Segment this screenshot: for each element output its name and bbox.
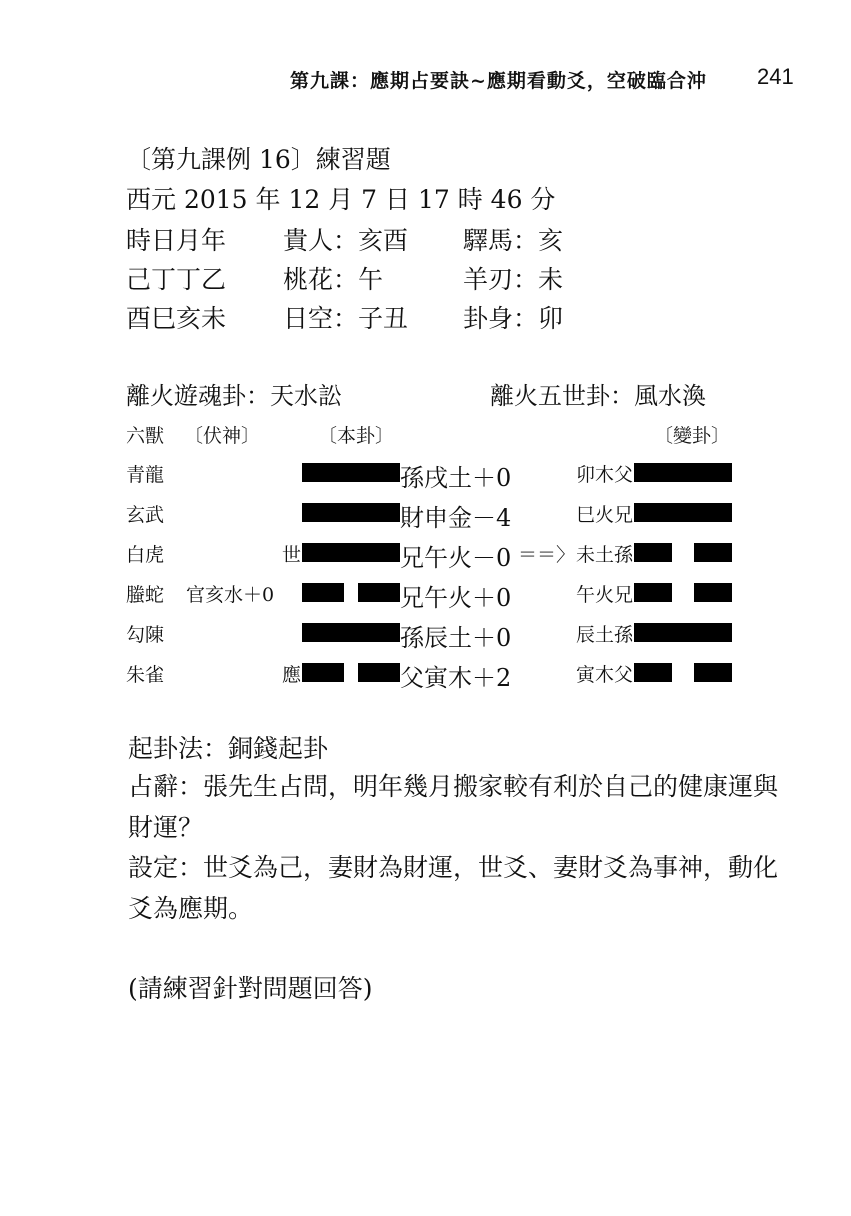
exercise-title: 〔第九課例 16〕練習題 [126, 145, 391, 174]
info-col3-row2: 羊刃：未 [463, 265, 564, 294]
header-hidden-god: 〔伏神〕 [184, 425, 261, 447]
changed-yin-line-right [694, 543, 732, 562]
six-beast-label: 青龍 [126, 464, 165, 486]
info-col3-row3: 卦身：卯 [463, 304, 564, 333]
changed-yin-line-right [694, 663, 732, 682]
shi-ying-mark: 世 [282, 544, 302, 566]
six-beast-label: 螣蛇 [126, 584, 165, 606]
original-yang-line [302, 503, 400, 522]
info-col2-row3: 日空：子丑 [283, 304, 409, 333]
changed-yang-line [634, 503, 732, 522]
setting-line-2: 爻為應期。 [128, 894, 254, 923]
original-hexagram-name: 離火遊魂卦：天水訟 [126, 382, 342, 410]
casting-method: 起卦法：銅錢起卦 [128, 734, 329, 763]
original-yin-line-right [358, 583, 400, 602]
changed-line-text: 卯木父 [576, 464, 634, 486]
info-col1-row2: 己丁丁乙 [126, 265, 227, 294]
six-beast-label: 朱雀 [126, 664, 165, 686]
original-yin-line-right [358, 663, 400, 682]
original-yang-line [302, 623, 400, 642]
six-beast-label: 勾陳 [126, 624, 165, 646]
changed-line-text: 未土孫 [576, 544, 634, 566]
header-changed: 〔變卦〕 [654, 425, 731, 447]
info-col1-row3: 酉巳亥未 [126, 304, 227, 333]
original-line-text: 財申金－4 [400, 504, 512, 532]
header-original: 〔本卦〕 [318, 425, 395, 447]
changed-line-text: 辰土孫 [576, 624, 634, 646]
info-col1-row1: 時日月年 [126, 226, 227, 255]
question-line-1: 占辭：張先生占問，明年幾月搬家較有利於自己的健康運與 [128, 772, 779, 801]
original-line-text: 孫辰土＋0 [400, 624, 512, 652]
exercise-datetime: 西元 2015 年 12 月 7 日 17 時 46 分 [126, 185, 556, 214]
hidden-god-line: 官亥水＋0 [186, 584, 275, 606]
six-beast-label: 玄武 [126, 504, 165, 526]
info-col2-row2: 桃花：午 [283, 265, 384, 294]
header-six-beasts: 六獸 [126, 425, 165, 447]
setting-line-1: 設定：世爻為己，妻財為財運，世爻、妻財爻為事神，動化 [128, 853, 779, 882]
changed-line-text: 午火兄 [576, 584, 634, 606]
original-yin-line-left [302, 663, 344, 682]
changed-yang-line [634, 623, 732, 642]
original-yin-line-left [302, 583, 344, 602]
changed-line-text: 巳火兄 [576, 504, 634, 526]
page-number: 241 [757, 64, 794, 89]
practice-note: (請練習針對問題回答) [128, 974, 373, 1003]
changed-line-text: 寅木父 [576, 664, 634, 686]
changed-yin-line-left [634, 543, 672, 562]
original-line-text: 孫戌土＋0 [400, 464, 512, 492]
six-beast-label: 白虎 [126, 544, 165, 566]
running-header: 第九課：應期占要訣~應期看動爻，空破臨合沖 [290, 70, 707, 92]
changed-yin-line-left [634, 663, 672, 682]
original-line-text: 兄午火＋0 [400, 584, 512, 612]
changed-yin-line-left [634, 583, 672, 602]
changed-yin-line-right [694, 583, 732, 602]
original-line-text: 兄午火－0 [400, 544, 512, 572]
changed-hexagram-name: 離火五世卦：風水渙 [490, 382, 706, 410]
info-col2-row1: 貴人：亥酉 [283, 226, 409, 255]
change-arrow: ＝＝〉 [518, 544, 576, 566]
info-col3-row1: 驛馬：亥 [463, 226, 564, 255]
original-yang-line [302, 543, 400, 562]
original-yang-line [302, 463, 400, 482]
original-line-text: 父寅木＋2 [400, 664, 512, 692]
shi-ying-mark: 應 [282, 664, 302, 686]
changed-yang-line [634, 463, 732, 482]
question-line-2: 財運？ [128, 813, 204, 842]
